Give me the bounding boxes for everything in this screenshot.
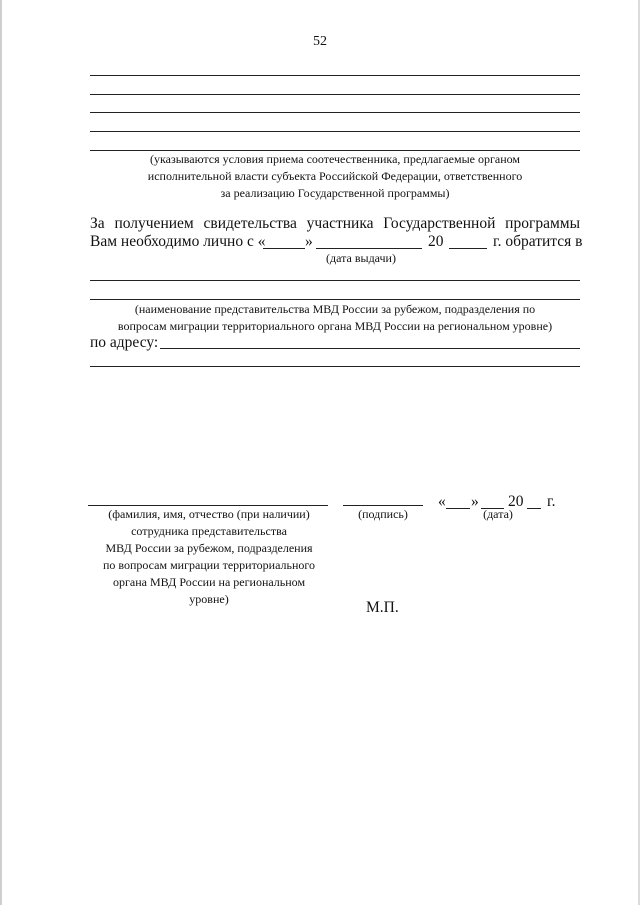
certificate-word: Государственной	[383, 215, 496, 232]
name-caption-line: по вопросам миграции территориального	[102, 558, 316, 572]
certificate-word: программы	[505, 215, 580, 232]
signature-caption: (подпись)	[358, 507, 408, 521]
representation-line-1[interactable]	[90, 280, 580, 281]
name-caption-line: сотрудника представительства	[131, 524, 287, 538]
issue-day-field[interactable]	[263, 248, 305, 249]
scan-edge-left	[0, 0, 2, 905]
page-number: 52	[313, 34, 327, 49]
sign-date-caption: (дата)	[483, 507, 513, 521]
representation-caption-line: вопросам миграции территориального органа МВД России на региональном уровне)	[117, 319, 553, 333]
sign-year-prefix: 20	[508, 493, 524, 510]
conditions-caption-line: (указываются условия приема соотечественника, предлагаемые органом	[149, 152, 520, 166]
address-line-2[interactable]	[90, 366, 580, 367]
name-caption-line: уровне)	[189, 592, 229, 606]
representation-caption	[90, 301, 580, 335]
issue-month-field[interactable]	[316, 248, 422, 249]
certificate-line-1	[90, 214, 580, 233]
name-caption	[82, 506, 336, 608]
certificate-line-2-suffix: г. обратится в	[493, 233, 583, 250]
certificate-word: получением	[114, 215, 194, 232]
issue-date-caption: (дата выдачи)	[326, 251, 396, 265]
name-caption-line: органа МВД России на региональном	[112, 575, 306, 589]
issue-year-prefix: 20	[428, 233, 444, 250]
conditions-line-2[interactable]	[90, 94, 580, 95]
representation-caption-line: (наименование представительства МВД России за рубежом, подразделения по	[134, 302, 536, 316]
conditions-caption	[90, 151, 580, 202]
issue-year-field[interactable]	[449, 248, 487, 249]
name-caption-line: МВД России за рубежом, подразделения	[105, 541, 313, 555]
sign-day-field[interactable]	[446, 508, 470, 509]
address-field[interactable]	[160, 348, 580, 349]
representation-line-2[interactable]	[90, 299, 580, 300]
name-caption-line: (фамилия, имя, отчество (при наличии)	[108, 507, 310, 521]
conditions-caption-line: исполнительной власти субъекта Российской Федерации, ответственного	[147, 169, 523, 183]
certificate-word: участника	[306, 215, 374, 232]
sign-date-close-quote: »	[471, 493, 479, 510]
conditions-line-4[interactable]	[90, 131, 580, 132]
certificate-word: За	[90, 215, 105, 232]
sign-year-field[interactable]	[527, 508, 541, 509]
certificate-line-2: Вам необходимо лично с «	[90, 233, 266, 250]
conditions-line-1[interactable]	[90, 75, 580, 76]
conditions-caption-line: за реализацию Государственной программы)	[220, 186, 450, 200]
quote-close: »	[305, 233, 313, 250]
sign-year-suffix: г.	[547, 493, 556, 510]
sign-date-open-quote: «	[438, 493, 446, 510]
certificate-word: свидетельства	[203, 215, 297, 232]
conditions-line-3[interactable]	[90, 112, 580, 113]
stamp-placeholder: М.П.	[366, 599, 399, 616]
address-label: по адресу:	[90, 334, 159, 351]
